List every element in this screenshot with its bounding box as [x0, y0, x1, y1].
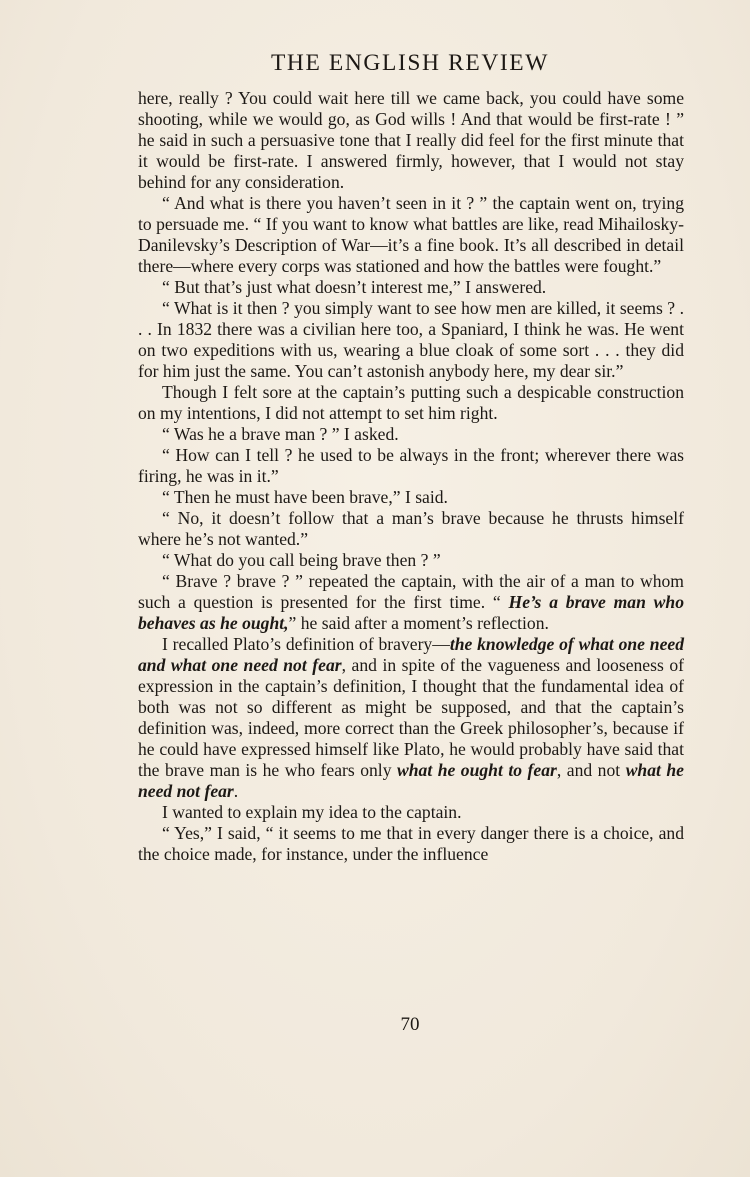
paragraph: I wanted to explain my idea to the captain. — [162, 802, 462, 822]
paragraph — [138, 634, 684, 802]
paragraph-text: , and in spite of the vagueness and looseness of expression in the captain’s definition, I thought that the fundamental idea of both was not so different as might be supposed, and that the captain’s definition was, indeed, more correct than the Greek philosopher’s, because if he could have expressed himself like Plato, he would probably have said that the brave man is he who fears only — [138, 655, 684, 780]
paragraph: “ And what is there you haven’t seen in it ? ” the captain went on, trying to persuade me. “ If you want to know what battles are like, read Mihailosky-Danilevsky’s Description of War—it’s a fine book. It’s all described in detail there—where every corps was stationed and how the battles were fought.” — [138, 193, 684, 276]
paragraph: “ Yes,” I said, “ it seems to me that in every danger there is a choice, and the choice made, for instance, under the influence — [138, 823, 684, 864]
paragraph: “ No, it doesn’t follow that a man’s brave because he thrusts himself where he’s not wanted.” — [138, 508, 684, 549]
running-title: THE ENGLISH REVIEW — [270, 50, 550, 76]
paragraph: “ What is it then ? you simply want to see how men are killed, it seems ? . . . In 1832 there was a civilian here too, a Spaniard, I think he was. He went on two expeditions with us, wearing a blue cloak of some sort . . . they did for him just the same. You can’t astonish anybody here, my dear sir.” — [138, 298, 684, 381]
paragraph: “ Was he a brave man ? ” I asked. — [162, 424, 399, 444]
paragraph-text: “ Brave ? brave ? ” repeated the captain, with the air of a man to whom such a question is presented for the first time. “ — [138, 571, 684, 612]
paragraph: “ But that’s just what doesn’t interest me,” I answered. — [162, 277, 547, 297]
paragraph: “ How can I tell ? he used to be always in the front; wherever there was firing, he was in it.” — [138, 445, 684, 486]
paragraph-text: ” he said after a moment’s reflection. — [288, 613, 549, 633]
page-number: 70 — [400, 1014, 420, 1035]
paragraph-text: , and not — [556, 760, 626, 780]
paragraph — [138, 571, 684, 634]
paragraph-text: I recalled Plato’s definition of bravery— — [162, 634, 450, 654]
paragraph: “ What do you call being brave then ? ” — [162, 550, 441, 570]
emphasized-text: what he need not fear — [138, 760, 684, 801]
paragraph: here, really ? You could wait here till we came back, you could have some shooting, while we would go, as God wills ! And that would be first-rate ! ” he said in such a persuasive tone that I really did feel for the first minute that it would be first-rate. I answered firmly, however, that I would not stay behind for any consideration. — [138, 88, 684, 192]
emphasized-text: what he ought to fear — [397, 760, 557, 780]
emphasized-text: the knowledge of what one need and what one need not fear — [138, 634, 684, 675]
paragraph-text: . — [233, 781, 239, 801]
emphasized-text: He’s a brave man who behaves as he ought, — [138, 592, 684, 633]
body-text — [138, 88, 684, 865]
paragraph: Though I felt sore at the captain’s putting such a despicable construction on my intentions, I did not attempt to set him right. — [138, 382, 684, 423]
paragraph: “ Then he must have been brave,” I said. — [162, 487, 448, 507]
